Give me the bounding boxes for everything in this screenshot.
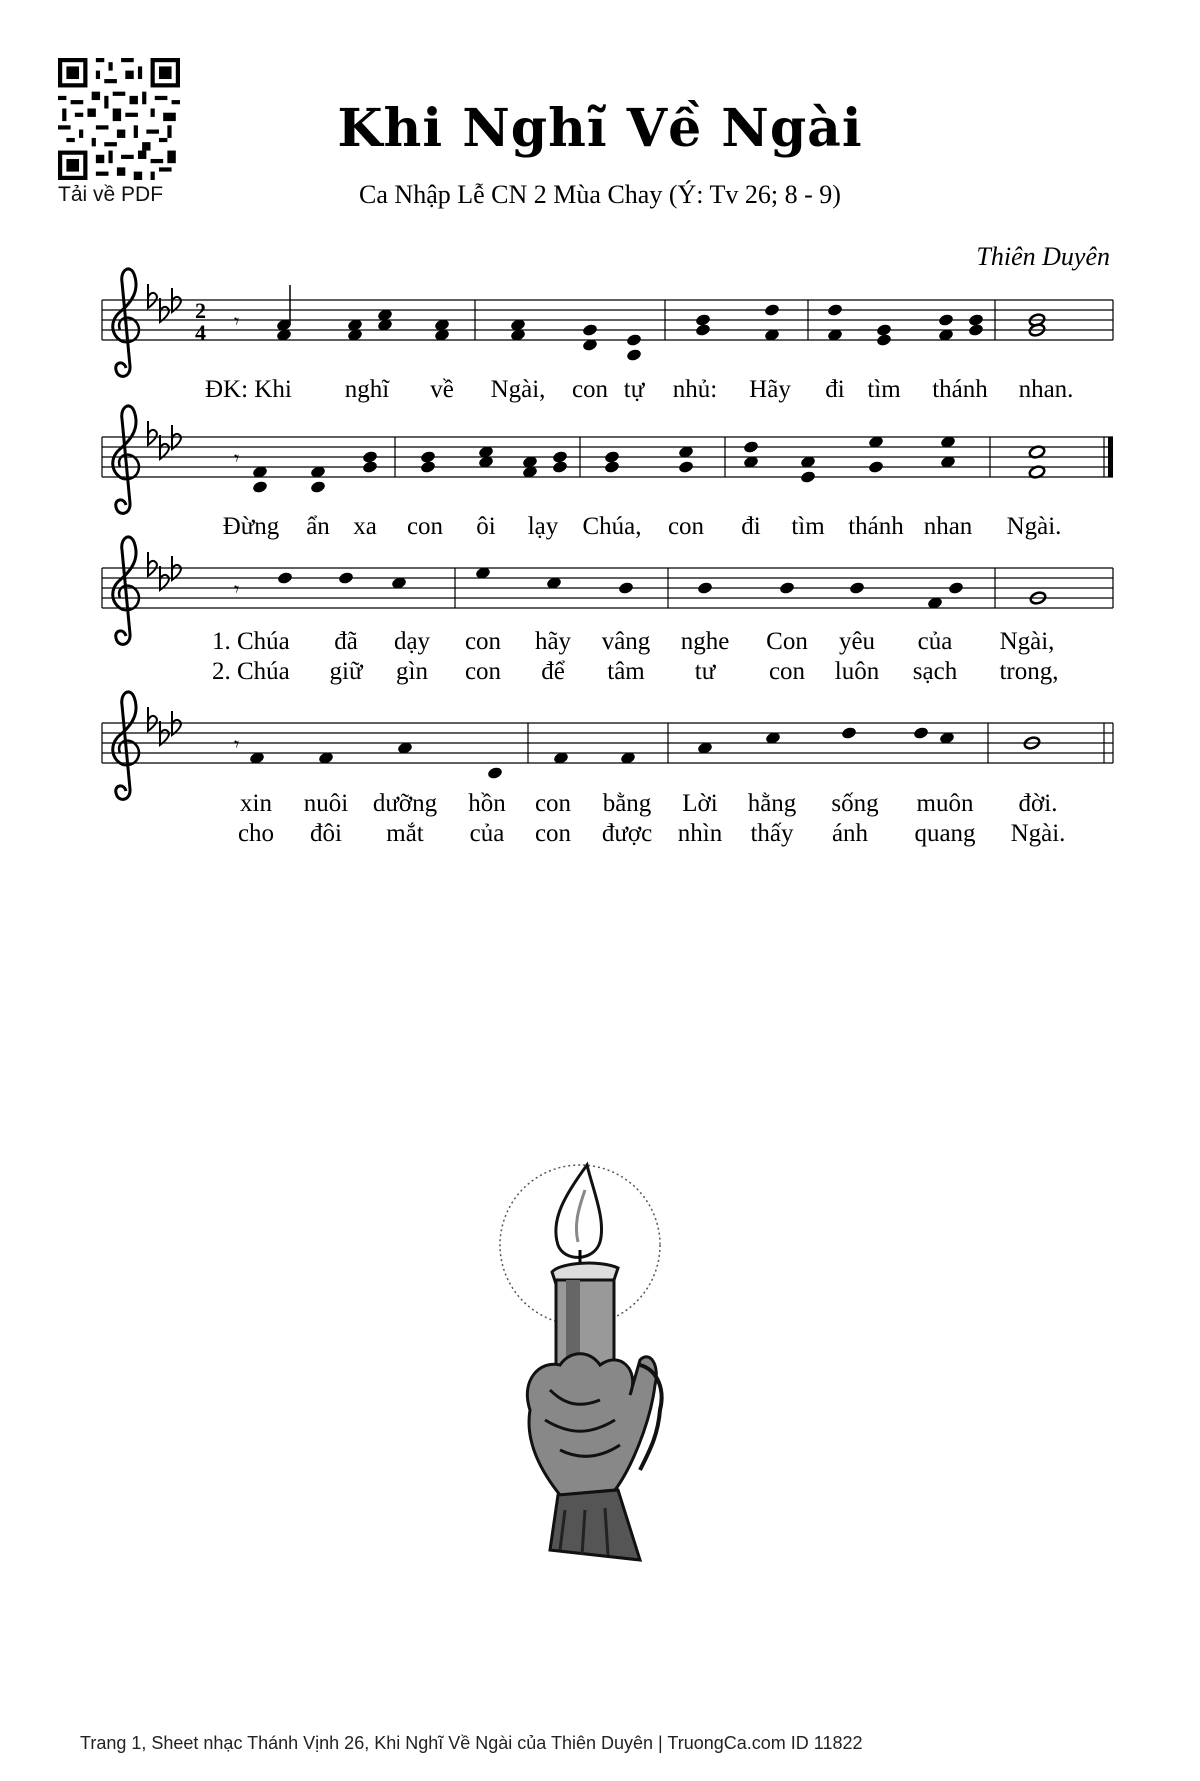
svg-text:𝄾: 𝄾 (234, 732, 240, 756)
lyric-word: hằng (747, 790, 797, 817)
lyric-word: hãy (534, 628, 572, 655)
lyric-word: tìm (791, 513, 825, 540)
composer-name: Thiên Duyên (976, 242, 1110, 271)
lyric-word: được (601, 820, 653, 847)
lyric-word: tư (694, 658, 716, 685)
lyric-word: để (541, 658, 565, 685)
svg-text:𝄾: 𝄾 (234, 577, 240, 601)
lyric-word: dạy (393, 628, 431, 655)
song-title: Khi Nghĩ Về Ngài (337, 98, 863, 159)
lyric-word: vâng (601, 628, 651, 655)
lyric-word: Con (766, 628, 808, 655)
lyric-word: cho (237, 820, 275, 847)
page-footer: Trang 1, Sheet nhạc Thánh Vịnh 26, Khi Nghĩ Về Ngài của Thiên Duyên | TruongCa.com ID 11822 (80, 1733, 863, 1753)
lyric-word: nhìn (677, 820, 723, 847)
lyric-word: 2. Chúa (212, 658, 290, 685)
lyric-word: của (917, 628, 953, 655)
svg-text:2: 2 (195, 298, 206, 323)
lyric-word: đi (741, 513, 761, 540)
lyric-word: con (571, 376, 609, 403)
lyric-word: Lời (682, 790, 718, 817)
lyric-word: con (667, 513, 705, 540)
lyric-word: về (430, 376, 454, 403)
lyric-word: tâm (607, 658, 645, 685)
lyric-word: thánh (848, 513, 904, 540)
lyric-word: ẩn (306, 513, 330, 540)
lyric-word: đời. (1018, 790, 1058, 817)
lyric-word: con (534, 790, 572, 817)
lyric-word: đã (334, 628, 358, 655)
lyric-word: yêu (838, 628, 876, 655)
lyric-word: Ngài, (490, 376, 546, 403)
lyric-word: dưỡng (372, 790, 438, 817)
lyric-word: luôn (834, 658, 880, 685)
song-subtitle: Ca Nhập Lễ CN 2 Mùa Chay (Ý: Tv 26; 8 - 9) (359, 180, 841, 209)
lyric-word: bằng (602, 790, 652, 817)
lyric-word: lạy (527, 513, 559, 540)
svg-text:4: 4 (195, 320, 206, 345)
lyric-word: xa (353, 513, 377, 540)
lyric-word: con (768, 658, 806, 685)
lyric-word: nhan (923, 513, 973, 540)
candle-in-hands-icon (490, 1150, 740, 1590)
lyric-word: gìn (396, 658, 428, 685)
lyric-word: Ngài, (999, 628, 1055, 655)
lyric-word: đi (825, 376, 845, 403)
lyric-word: xin (240, 790, 272, 817)
lyric-word: Ngài. (1010, 820, 1066, 847)
lyric-word: ĐK: Khi (205, 376, 292, 403)
lyric-word: thấy (750, 820, 794, 847)
staff-system-1 (102, 269, 1113, 376)
lyric-word: thánh (932, 376, 988, 403)
lyric-word: mắt (386, 820, 424, 847)
svg-text:𝄾: 𝄾 (234, 446, 240, 470)
lyric-word: nuôi (303, 790, 349, 817)
lyric-word: sạch (912, 658, 958, 685)
lyric-word: nhan. (1018, 376, 1074, 403)
lyric-word: Đừng (222, 513, 280, 540)
lyric-word: 1. Chúa (212, 628, 290, 655)
svg-text:𝄾: 𝄾 (234, 309, 240, 333)
lyric-word: tự (623, 376, 645, 403)
lyric-word: nghe (680, 628, 730, 655)
lyric-word: hồn (468, 790, 506, 817)
lyric-word: tìm (867, 376, 901, 403)
lyric-word: nghĩ (344, 376, 390, 403)
staff-system-2 (102, 406, 1113, 513)
lyric-word: muôn (916, 790, 974, 817)
lyric-word: đôi (310, 820, 342, 847)
lyric-word: nhủ: (672, 376, 718, 403)
lyric-word: con (464, 658, 502, 685)
download-pdf-link[interactable]: Tải về PDF (58, 183, 164, 206)
lyric-word: con (534, 820, 572, 847)
lyric-word: của (469, 820, 505, 847)
lyric-word: Ngài. (1006, 513, 1062, 540)
lyric-word: trong, (999, 658, 1059, 685)
lyric-word: ánh (831, 820, 869, 847)
lyric-word: sống (831, 790, 879, 817)
lyric-word: giữ (329, 658, 363, 685)
lyric-word: Hãy (749, 376, 791, 403)
lyric-word: quang (914, 820, 976, 847)
lyric-word: Chúa, (582, 513, 642, 540)
lyric-word: ôi (476, 513, 496, 540)
lyric-word: con (464, 628, 502, 655)
staff-system-4 (102, 692, 1113, 799)
lyric-word: con (406, 513, 444, 540)
